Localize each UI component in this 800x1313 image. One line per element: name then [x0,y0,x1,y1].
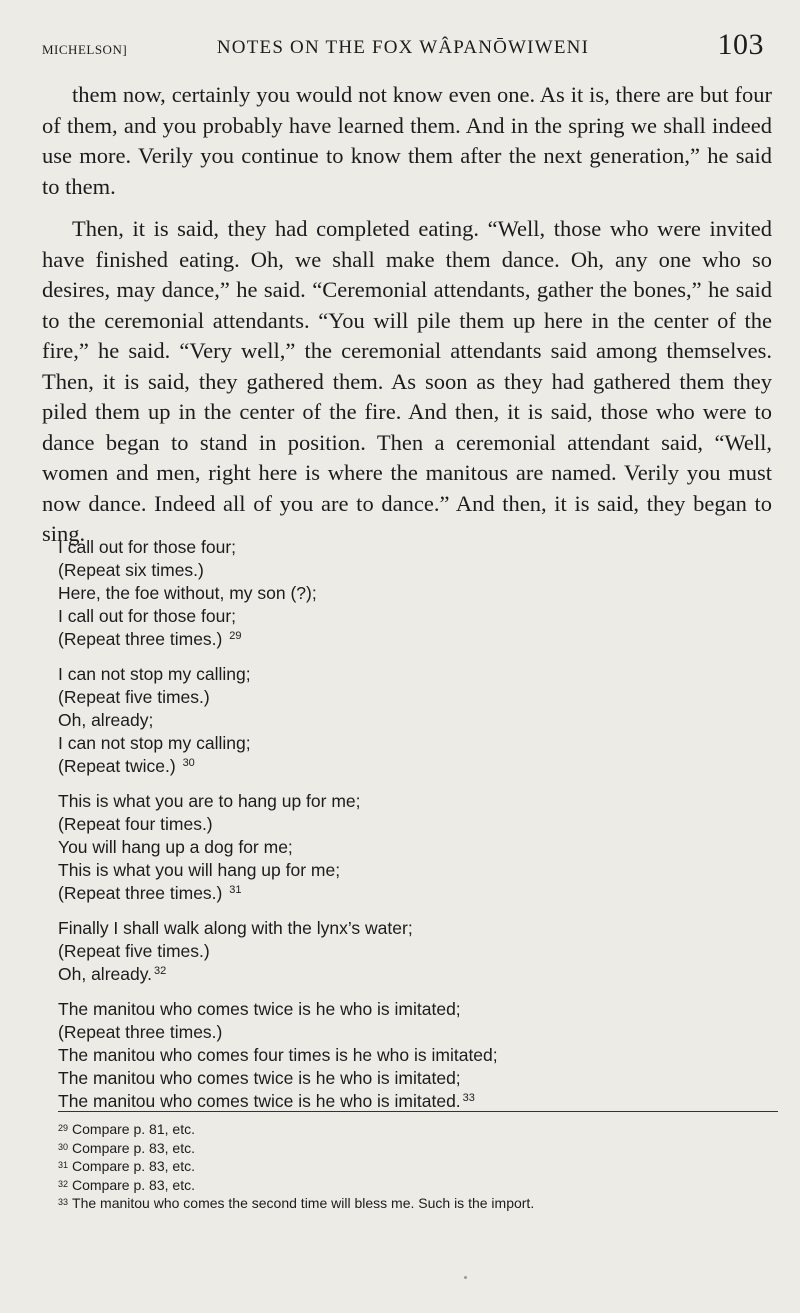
stanza [58,917,698,986]
verse-line: The manitou who comes twice is he who is imitated. $^{33}$ [58,1091,475,1111]
footnote-ref: 31 [229,884,242,896]
verse-line: I call out for those four; [58,537,237,557]
verse-line: I call out for those four; [58,606,237,626]
verse-line: Finally I shall walk along with the lynx’s water; [58,918,413,938]
running-head-title: NOTES ON THE FOX WÂPANŌWIWENI [216,37,590,58]
verse-line: (Repeat three times.) [58,1022,223,1042]
footnote-text: Compare p. 83, etc. [72,1139,195,1156]
page-number: 103 [717,28,764,61]
body-text [42,80,772,550]
footnote [58,1139,758,1158]
verse-line: (Repeat four times.) [58,814,213,834]
verse-line: The manitou who comes twice is he who is imitated; [58,1068,461,1088]
song-verses [58,536,698,1113]
footnote-ref: 33 [462,1092,475,1104]
verse-line: I can not stop my calling; [58,664,251,684]
running-head-author: MICHELSON] [42,42,128,57]
stanza [58,998,698,1113]
verse-line: The manitou who comes four times is he who is imitated; [58,1045,498,1065]
footnotes [58,1120,758,1213]
verse-line: (Repeat three times.) $^{31}$ [58,883,242,903]
footnote-mark: 31 [58,1160,69,1171]
verse-line: (Repeat three times.) $^{29}$ [58,629,242,649]
footnote-mark: 33 [58,1197,69,1208]
footnote-text: The manitou who comes the second time will bless me. Such is the import. [72,1195,535,1212]
stanza [58,536,698,651]
verse-line: This is what you will hang up for me; [58,860,341,880]
verse-line: The manitou who comes twice is he who is imitated; [58,999,461,1019]
footnote [58,1194,758,1213]
paragraph: Then, it is said, they had completed eating. “Well, those who were invited have finished eating. Oh, we shall make them dance. Oh, any one who so desires, may dance,” he said. “Ceremonial attendants, gather the bones,” he said to the ceremonial attendants. “You will pile them up here in the center of the fire,” he said. “Very well,” the ceremonial attendants said among themselves. Then, it is said, they gathered them. As soon as they had gathered them they piled them up in the center of the fire. And then, it is said, those who were to dance began to stand in position. Then a ceremonial attendant said, “Well, women and men, right here is where the manitous are named. Verily you must now dance. Indeed all of you are to dance.” And then, it is said, they began to sing. [42,216,772,546]
verse-line: Here, the foe without, my son (?); [58,583,317,603]
footnote [58,1157,758,1176]
verse-line: (Repeat five times.) [58,687,210,707]
footnote [58,1176,758,1195]
footnote-text: Compare p. 83, etc. [72,1176,195,1193]
stanza [58,663,698,778]
footnote-ref: 30 [182,757,195,769]
verse-line: This is what you are to hang up for me; [58,791,361,811]
footnote-divider [58,1111,778,1112]
footnote-mark: 29 [58,1123,69,1133]
verse-line: (Repeat six times.) [58,560,204,580]
footnote-text: Compare p. 81, etc. [72,1121,195,1137]
paragraph: them now, certainly you would not know even one. As it is, there are but four of them, and you probably have learned them. And in the spring we shall indeed use more. Verily you continue to know them after the next generation,” he said to them. [42,82,772,199]
verse-line: You will hang up a dog for me; [58,837,293,857]
verse-line: (Repeat five times.) [58,941,210,961]
footnote [58,1120,758,1139]
footnote-mark: 30 [58,1141,69,1152]
footnote-ref: 32 [154,965,167,977]
verse-line: I can not stop my calling; [58,733,251,753]
stanza [58,790,698,905]
verse-line: Oh, already; [58,710,154,730]
verse-line: Oh, already. $^{32}$ [58,964,167,984]
paper-speck [464,1276,467,1279]
footnote-ref: 29 [229,630,242,642]
running-head [42,28,764,68]
verse-line: (Repeat twice.) $^{30}$ [58,756,195,776]
footnote-mark: 32 [58,1178,69,1189]
footnote-text: Compare p. 83, etc. [72,1158,195,1175]
